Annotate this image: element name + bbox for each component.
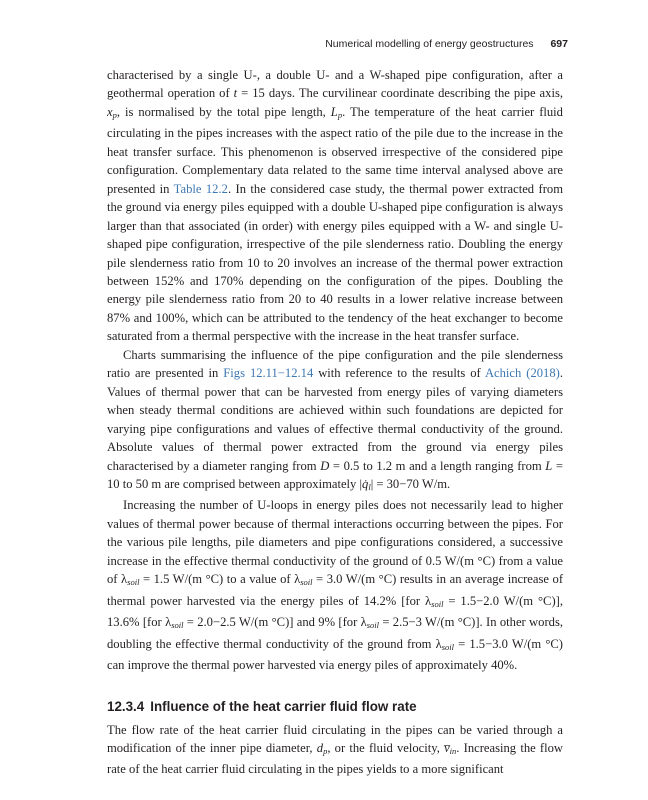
text-run: = 1.5−3.0 W/(m °C) can improve the thermal power harvested via energy piles of approximately 40%. [107,636,563,673]
figure-reference-link[interactable]: Figs 12.11−12.14 [223,366,314,381]
text-run: characterised by a single U-, a double U- and a W-shaped pipe configuration, after a geothermal operation of [107,68,563,101]
text-run: The flow rate of the heat carrier fluid circulating in the pipes can be varied through a modification of the inner pipe diameter, [107,722,563,755]
text-run: . The temperature of the heat carrier fluid circulating in the pipes increases with the aspect ratio of the pile due to the increase in the heat transfer surface. This phenomenon is observed irrespective of the considered pipe configuration. Complementary data related to the same time interval analysed above are presented in [107,104,563,196]
page-number: 697 [550,38,568,50]
math-subscript: l [368,481,371,492]
math-subscript: soil [127,577,140,588]
math-subscript: in [449,745,457,756]
text-run: , or the fluid velocity, [327,740,445,755]
table-reference-link[interactable]: Table 12.2 [173,181,228,196]
math-subscript: soil [431,598,444,609]
math-variable: λ [425,593,432,608]
text-run: | = 30−70 W/m. [370,476,451,491]
math-subscript: p [337,109,343,120]
page-header [325,38,568,50]
running-title: Numerical modelling of energy geostructures [325,38,534,50]
text-run: , is normalised by the total pipe length, [116,104,331,119]
text-run: = 1.5 W/(m °C) to a value of [139,572,295,587]
math-subscript: p [323,745,328,756]
body-text [107,66,563,779]
text-run: = 1.5−2.0 W/(m °C)], 13.6% [for [107,593,563,630]
section-heading [107,697,563,717]
math-variable: d [316,740,324,755]
math-variable: v̅ [444,740,450,755]
math-variable: L [330,104,338,119]
text-run: Increasing the number of U-loops in energy piles does not necessarily lead to higher values of thermal power because of thermal interactions occurring between the pipes. For the various pile lengths, pile diameters and pipe configurations considered, a successive increase in the effective thermal conductivity of the ground of 0.5 W/(m °C) from a value of [107,498,563,587]
math-subscript: soil [300,577,313,588]
math-variable: q̇ [362,476,369,491]
math-variable: λ [435,636,442,651]
math-variable: L [545,458,553,473]
paragraph-4 [107,721,563,779]
text-run: Charts summarising the influence of the pipe configuration and the pile slenderness ratio are presented in [107,347,563,381]
math-variable: λ [294,572,301,587]
text-run: . Increasing the flow rate of the heat carrier fluid circulating in the pipes yields to a more significant [107,740,563,777]
math-subscript: soil [366,620,380,631]
text-run: = 2.5−3 W/(m °C)]. In other words, doubling the effective thermal conductivity of the ground from [107,615,563,651]
text-run: with reference to the results of [313,366,485,381]
text-run: . Values of thermal power that can be harvested from energy piles of varying diameters when steady thermal conditions are achieved within such foundations are depicted for varying pipe configurations and values of effective thermal conductivity of the ground. Absolute values of thermal power extracted from the ground via energy piles characterised by a diameter ranging from [107,366,563,473]
section-title: Influence of the heat carrier fluid flow rate [150,698,417,714]
text-run: = 3.0 W/(m °C) results in an average increase of thermal power harvested via the energy piles of 14.2% [for [107,572,564,608]
math-subscript: soil [171,620,184,631]
math-variable: λ [165,615,172,630]
math-variable: λ [360,615,367,630]
math-variable: x [107,104,113,119]
paragraph-2 [107,346,563,497]
text-run: = 10 to 50 m are comprised between approximately | [107,458,563,491]
math-subscript: p [112,109,117,120]
text-run: = 0.5 to 1.2 m and a length ranging from [329,458,546,473]
paragraph-3 [107,496,563,674]
math-subscript: soil [441,641,454,652]
section-number: 12.3.4 [107,698,145,714]
math-variable: λ [121,572,128,587]
paragraph-1 [107,66,563,346]
math-variable: t [233,86,238,101]
text-run: . In the considered case study, the thermal power extracted from the ground via energy piles equipped with a double U-shaped pipe configuration is always larger than that associated (in order) with energy piles equipped with a W- and single U-shaped pipe configuration, irrespective of the pile slenderness ratio. Doubling the energy pile slenderness ratio from 10 to 20 involves an increase of the thermal power extraction between 152% and 170% depending on the configuration of the pipes. Doubling the energy pile slenderness ratio from 20 to 40 results in a lower relative increase between 87% and 100%, which can be attributed to the tendency of the heat exchanger to become saturated from a thermal perspective with the increase in the heat transfer surface. [107,181,563,344]
text-run: = 15 days. The curvilinear coordinate describing the pipe axis, [237,86,563,101]
citation-link[interactable]: Achich (2018) [484,366,560,381]
text-run: = 2.0−2.5 W/(m °C)] and 9% [for [183,615,361,630]
math-variable: D [320,458,330,473]
